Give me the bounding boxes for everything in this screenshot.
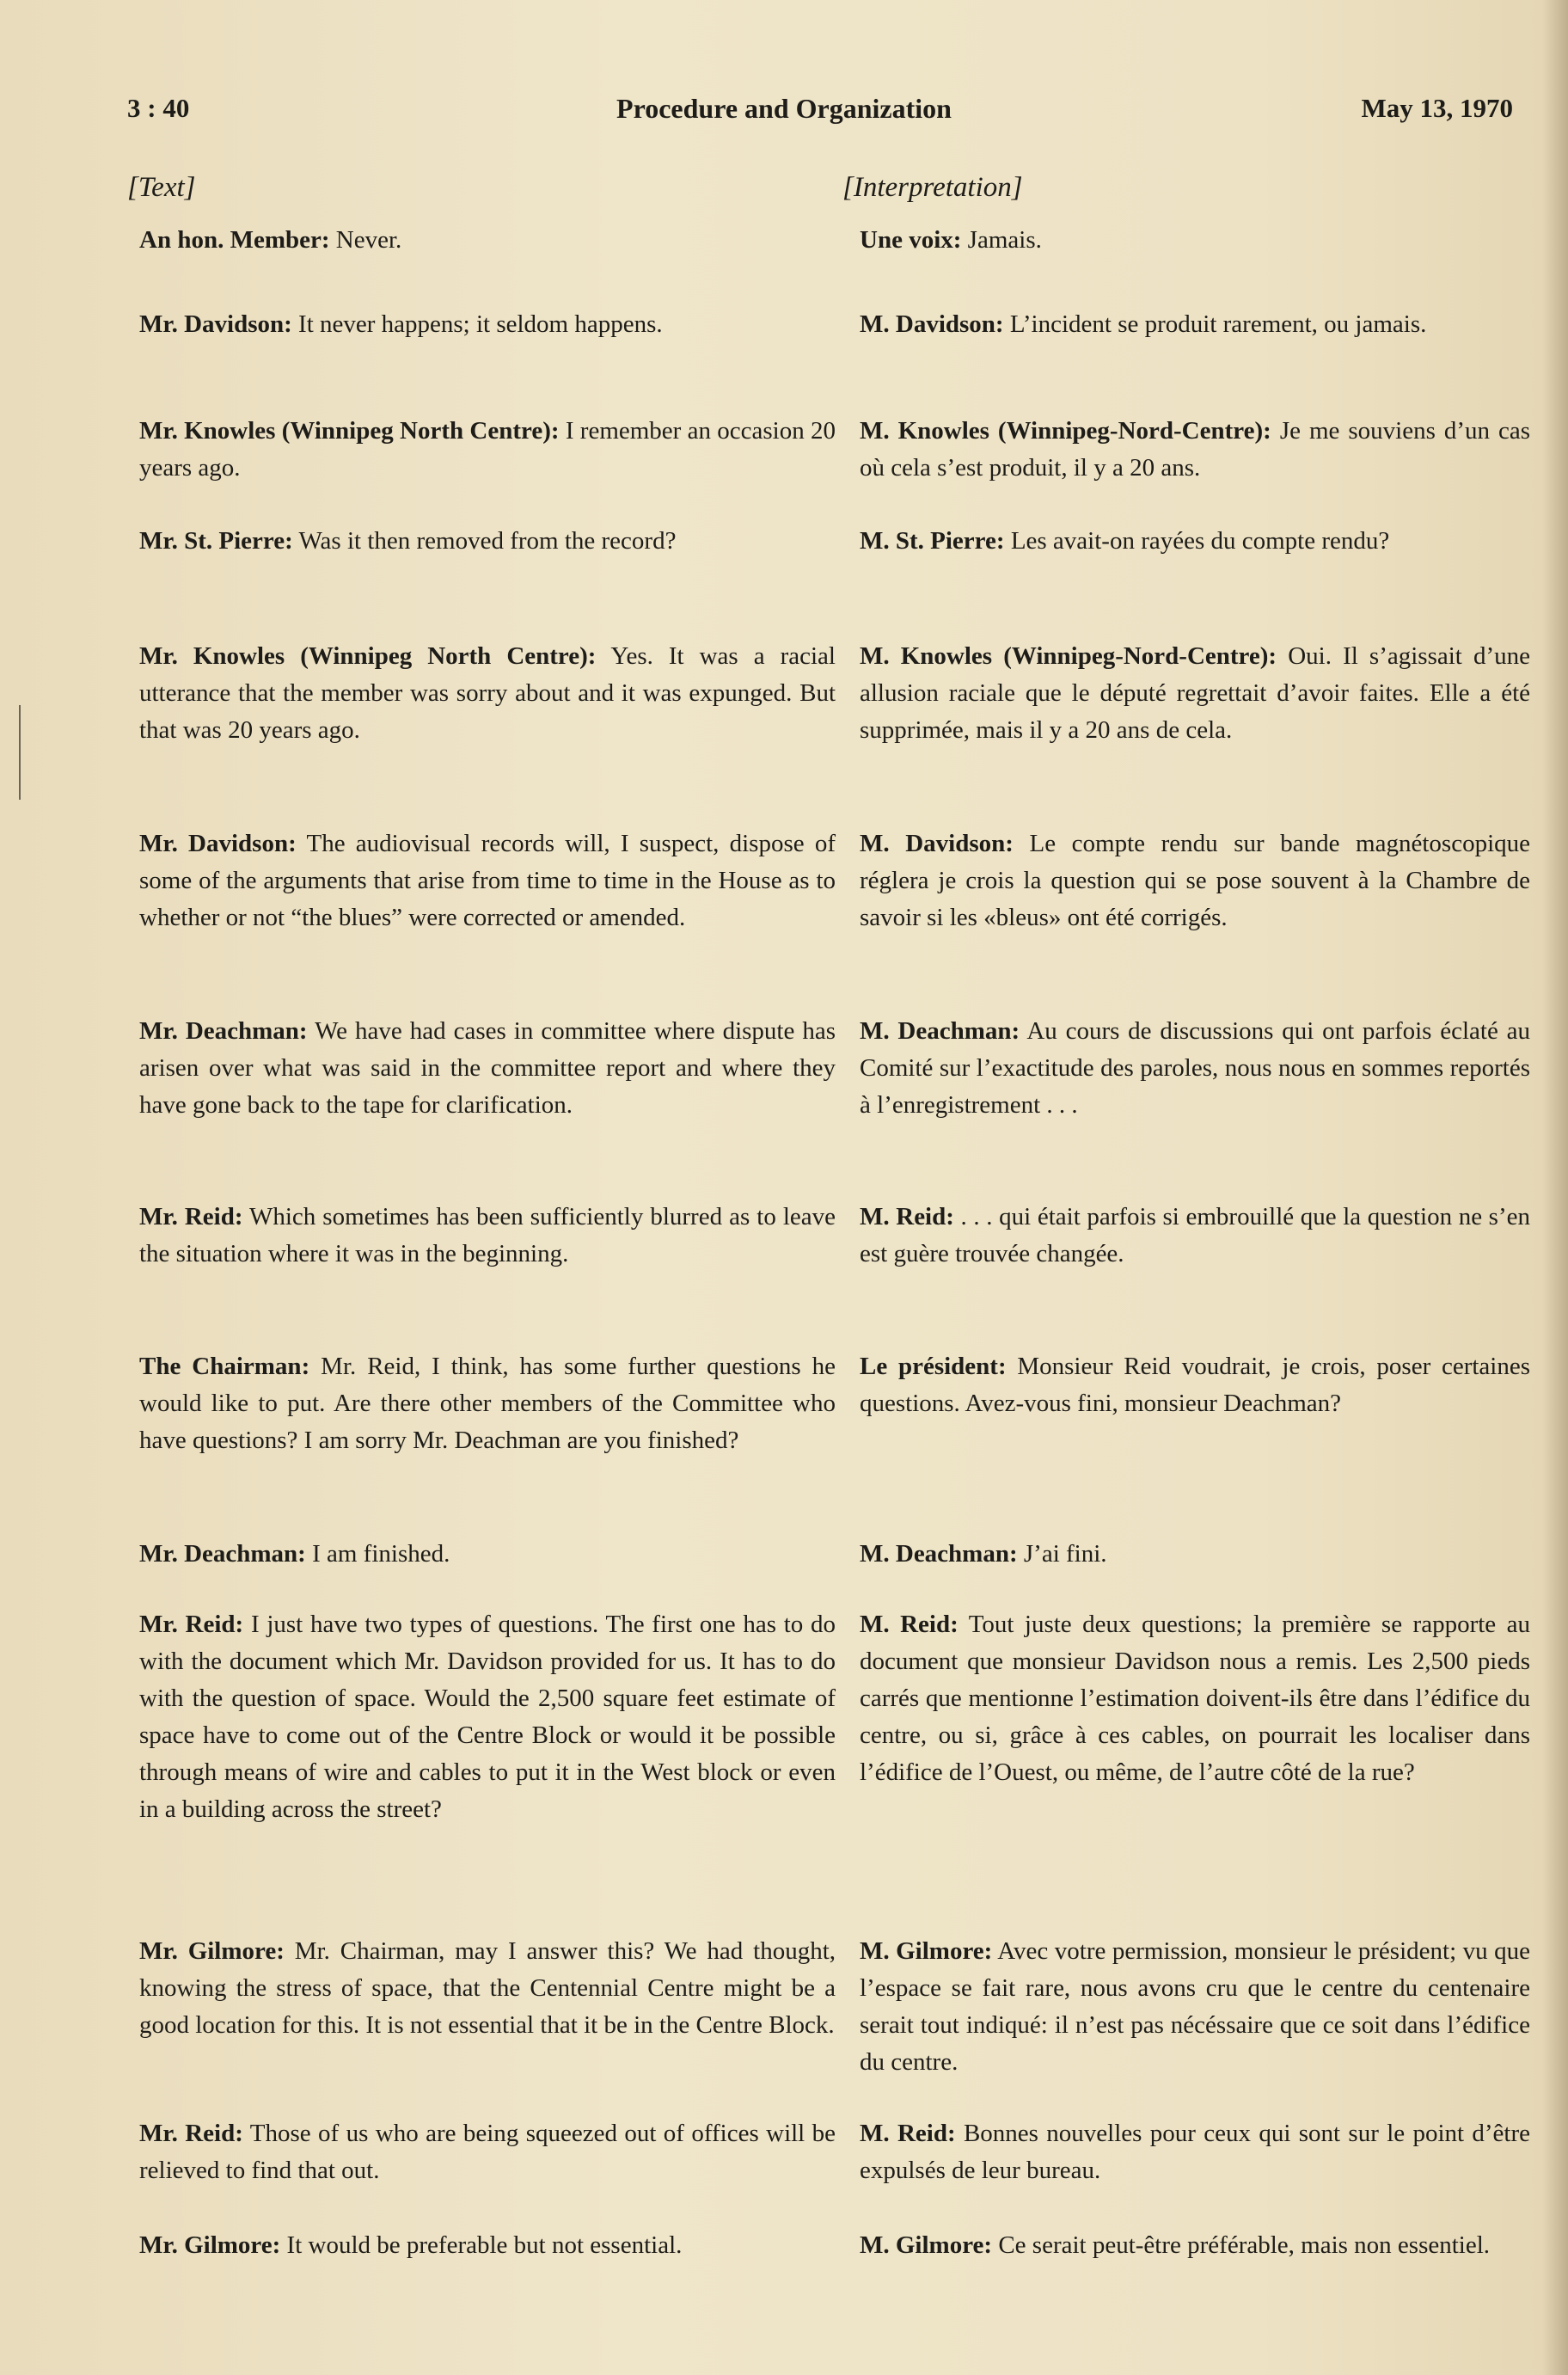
margin-pencil-mark [19,705,21,800]
speaker-name: M. Deachman: [860,1540,1018,1568]
speaker-name: M. Davidson: [860,830,1014,857]
speaker-name: M. Davidson: [860,310,1004,338]
speaker-name: Une voix: [860,226,962,254]
speaker-name: M. Reid: [860,1611,959,1638]
speaker-name: M. Gilmore: [860,2231,993,2259]
speech-entry [860,413,1530,487]
speaker-name: Mr. Deachman: [139,1540,306,1568]
speech-entry [860,222,1530,259]
page-binding-shadow [1542,0,1568,2375]
speaker-name: M. St. Pierre: [860,527,1005,555]
speech-entry [860,1536,1530,1573]
speech-entry [860,1933,1530,2081]
speaker-name: Mr. Deachman: [139,1017,308,1045]
speech-text: Le compte rendu sur bande magnétoscopique réglera je crois la question qui se pose souvent à la Chambre de savoir si les «bleus» ont été corrigés. [860,830,1531,931]
speech-text: Never. [335,226,402,254]
speech-entry [860,1606,1530,1791]
speech-entry [860,523,1530,560]
speech-entry [139,825,836,936]
speech-entry [860,825,1530,936]
speech-text: I am finished. [312,1540,450,1568]
speaker-name: Mr. Reid: [139,1203,243,1230]
speaker-name: M. Knowles (Winnipeg-Nord-Centre): [860,642,1277,670]
speech-text: Bonnes nouvelles pour ceux qui sont sur le point d’être expulsés de leur bureau. [860,2120,1531,2184]
speaker-name: M. Gilmore: [860,1937,993,1965]
speech-text: Je me souviens d’un cas où cela s’est produit, il y a 20 ans. [860,417,1530,482]
speech-text: It never happens; it seldom happens. [298,310,663,338]
column-heading-text: [Text] [127,172,196,203]
speech-entry [139,1199,836,1273]
speech-entry [139,2115,836,2189]
speaker-name: Mr. Davidson: [139,830,297,857]
speech-text: Mr. Reid, I think, has some further questions he would like to put. Are there other members of the Committee who have questions? I am sorry Mr. Deachman are you finished? [139,1353,836,1454]
speech-entry [860,2227,1530,2264]
speech-entry [860,638,1530,749]
speech-text: Those of us who are being squeezed out of offices will be relieved to find that out. [139,2120,836,2184]
speech-text: The audiovisual records will, I suspect, dispose of some of the arguments that arise from time to time in the House as to whether or not “the blues” were corrected or amended. [139,830,836,931]
speech-entry [139,222,836,259]
speaker-name: Mr. Gilmore: [139,2231,281,2259]
speech-text: Les avait-on rayées du compte rendu? [1010,527,1390,555]
speaker-name: Mr. Knowles (Winnipeg North Centre): [139,642,597,670]
speech-text: Tout juste deux questions; la première se rapporte au document que monsieur Davidson nous a remis. Les 2,500 pieds carrés que mentionne l’estimation doivent-ils être dans l’édifice du centre, ou si, grâce à ces cables, on pourrait les localiser dans l’édifice de l’Ouest, ou même, de l’autre côté de la rue? [860,1611,1530,1786]
speech-entry [860,1348,1530,1422]
speech-entry [139,1348,836,1459]
speech-text: Mr. Chairman, may I answer this? We had thought, knowing the stress of space, that the Centennial Centre might be a good location for this. It is not essential that it be in the Centre Block. [139,1937,836,2039]
page-title: Procedure and Organization [616,93,952,124]
speech-entry [139,306,836,343]
speaker-name: M. Reid: [860,2120,956,2147]
speech-entry [139,1606,836,1828]
speech-text: L’incident se produit rarement, ou jamais. [1009,310,1427,338]
speech-text: Oui. Il s’agissait d’une allusion raciale que le député regrettait d’avoir faites. Elle a été supprimée, mais il y a 20 ans de cela. [860,642,1531,744]
speech-text: We have had cases in committee where dispute has arisen over what was said in the committee report and where they have gone back to the tape for clarification. [139,1017,836,1119]
speech-text: Which sometimes has been sufficiently blurred as to leave the situation where it was in the beginning. [139,1203,836,1267]
speaker-name: M. Reid: [860,1203,954,1230]
speech-entry [139,413,836,487]
speech-entry [139,523,836,560]
page-number: 3 : 40 [127,93,190,123]
speech-text: . . . qui était parfois si embrouillé que la question ne s’en est guère trouvée changée. [860,1203,1530,1267]
speech-entry [860,306,1530,343]
column-heading-interpretation: [Interpretation] [842,172,1023,203]
speech-text: Ce serait peut-être préférable, mais non essentiel. [998,2231,1491,2259]
speech-entry [860,1199,1530,1273]
speech-text: I just have two types of questions. The first one has to do with the document which Mr. Davidson provided for us. It has to do with the question of space. Would the 2,500 square feet estimate of space have to come out of the Centre Block or would it be possible through means of wire and cables to put it in the West block or even in a building across the street? [139,1611,836,1823]
speech-text: Monsieur Reid voudrait, je crois, poser certaines questions. Avez-vous fini, monsieur Deachman? [860,1353,1531,1417]
speaker-name: M. Knowles (Winnipeg-Nord-Centre): [860,417,1271,445]
speech-entry [139,1013,836,1124]
speaker-name: Le président: [860,1353,1007,1380]
speech-entry [860,1013,1530,1124]
speaker-name: Mr. Reid: [139,2120,243,2147]
speech-text: Was it then removed from the record? [298,527,677,555]
speaker-name: M. Deachman: [860,1017,1020,1045]
speech-entry [139,2227,836,2264]
speaker-name: The Chairman: [139,1353,310,1380]
speaker-name: Mr. Knowles (Winnipeg North Centre): [139,417,560,445]
speech-text: Jamais. [967,226,1042,254]
speech-text: Au cours de discussions qui ont parfois éclaté au Comité sur l’exactitude des paroles, nous nous en sommes reportés à l’enregistrement . . . [860,1017,1530,1119]
speaker-name: Mr. St. Pierre: [139,527,293,555]
speech-text: It would be preferable but not essential. [286,2231,683,2259]
speaker-name: Mr. Davidson: [139,310,292,338]
speech-entry [139,1933,836,2044]
speech-entry [139,638,836,749]
speech-entry [139,1536,836,1573]
speaker-name: Mr. Gilmore: [139,1937,285,1965]
speech-text: Yes. It was a racial utterance that the member was sorry about and it was expunged. But that was 20 years ago. [139,642,836,744]
speech-text: Avec votre permission, monsieur le président; vu que l’espace se fait rare, nous avons cru que le centre du centenaire serait tout indiqué: il n’est pas nécéssaire que ce soit dans l’édifice du centre. [860,1937,1531,2076]
page-date: May 13, 1970 [1361,93,1513,123]
speech-text: J’ai fini. [1023,1540,1107,1568]
column-heading-text-label: Text [138,172,185,203]
column-heading-interpretation-label: Interpretation [853,172,1012,203]
speaker-name: Mr. Reid: [139,1611,244,1638]
speaker-name: An hon. Member: [139,226,330,254]
speech-text: I remember an occasion 20 years ago. [139,417,836,482]
speech-entry [860,2115,1530,2189]
